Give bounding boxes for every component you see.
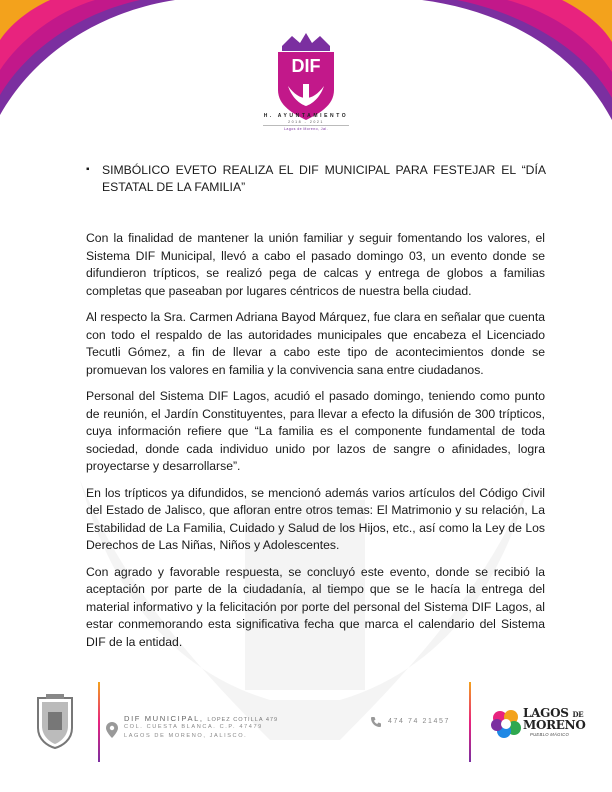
paragraph-5: Con agrado y favorable respuesta, se concluyó este evento, donde se recibió la aceptación por parte de la ciudadanía, al tiempo que se le hacía la entrega del material informativo y la felicitación por porte del personal del Sistema DIF Lagos, al estar conmemorando esta significativa fecha que marca el calendario del Sistema DIF de la entidad. [86, 564, 545, 649]
footer-phone: 474 74 21457 [388, 718, 451, 725]
paragraph-2: Al respecto la Sra. Carmen Adriana Bayod Márquez, fue clara en señalar que cuenta con todo el respaldo de las autoridades municipales que encabeza el Licenciado Tecutli Gómez, a fin de llevar a cabo este tipo de acontecimientos donde se promuevan los valores en familia y la convivencia sana entre ciudadanos. [86, 310, 545, 377]
corner-decoration-left [0, 0, 175, 115]
footer-street: LOPEZ COTILLA 479 [207, 717, 279, 723]
ayuntamiento-label: H. AYUNTAMIENTO [263, 113, 349, 119]
title-bullet: ▪ [86, 164, 90, 175]
corner-decoration-right [422, 0, 612, 120]
brand-tagline: PUEBLO MÁGICO [530, 732, 570, 737]
footer-city: LAGOS DE MORENO, JALISCO. [124, 733, 248, 739]
coat-of-arms-icon [32, 692, 78, 750]
footer-org: DIF MUNICIPAL, [124, 714, 204, 723]
logo-city: Lagos de Moreno, Jal. [284, 127, 328, 131]
logo-divider [263, 125, 349, 126]
article-body [86, 230, 545, 660]
paragraph-1: Con la finalidad de mantener la unión familiar y seguir fomentando los valores, el Sistema DIF Municipal, llevó a cabo el pasado domingo 03, un evento donde se difundieron trípticos, se realizó pega de calcas y entrega de globos a familias completas que paseaban por lugares céntricos de nuestra bella ciudad. [86, 231, 545, 298]
lagos-de-moreno-logo-icon [490, 708, 522, 740]
administration-years: 2018 - 2021 [288, 120, 324, 124]
phone-icon [370, 716, 382, 728]
brand-lagos: LAGOS [523, 706, 569, 720]
page-title: SIMBÓLICO EVETO REALIZA EL DIF MUNICIPAL PARA FESTEJAR EL “DÍA ESTATAL DE LA FAMILIA” [102, 163, 546, 194]
paragraph-4: En los trípticos ya difundidos, se mencionó además varios artículos del Código Civil del Estado de Jalisco, que afloran entre otros temas: El Matrimonio y su relación, La Estabilidad de La Familia, Cuidado y Salud de los Hijos, etc., así como la Ley de Los Derechos de Las Niñas, Niños y Adolescentes. [86, 485, 545, 552]
location-pin-icon [106, 722, 118, 738]
paragraph-3: Personal del Sistema DIF Lagos, acudió el pasado domingo, teniendo como punto de reunión, el Jardín Constituyentes, para llevar a efecto la difusión de 300 trípticos, cuya información refiere que “La familia es el componente fundamental de toda sociedad, donde cada individuo unido por lazos de sangre o afinidades, logra proyectarse y desarrollarse”. [86, 389, 545, 473]
footer-divider-left [98, 682, 100, 762]
footer-org-address [124, 714, 278, 723]
footer-colonia: COL. CUESTA BLANCA. C.P. 47479 [124, 724, 263, 730]
brand-line-2: MORENO [523, 718, 586, 732]
brand-de: DE [572, 710, 584, 719]
logo-text: DIF [291, 56, 321, 76]
footer-divider-right [469, 682, 471, 762]
